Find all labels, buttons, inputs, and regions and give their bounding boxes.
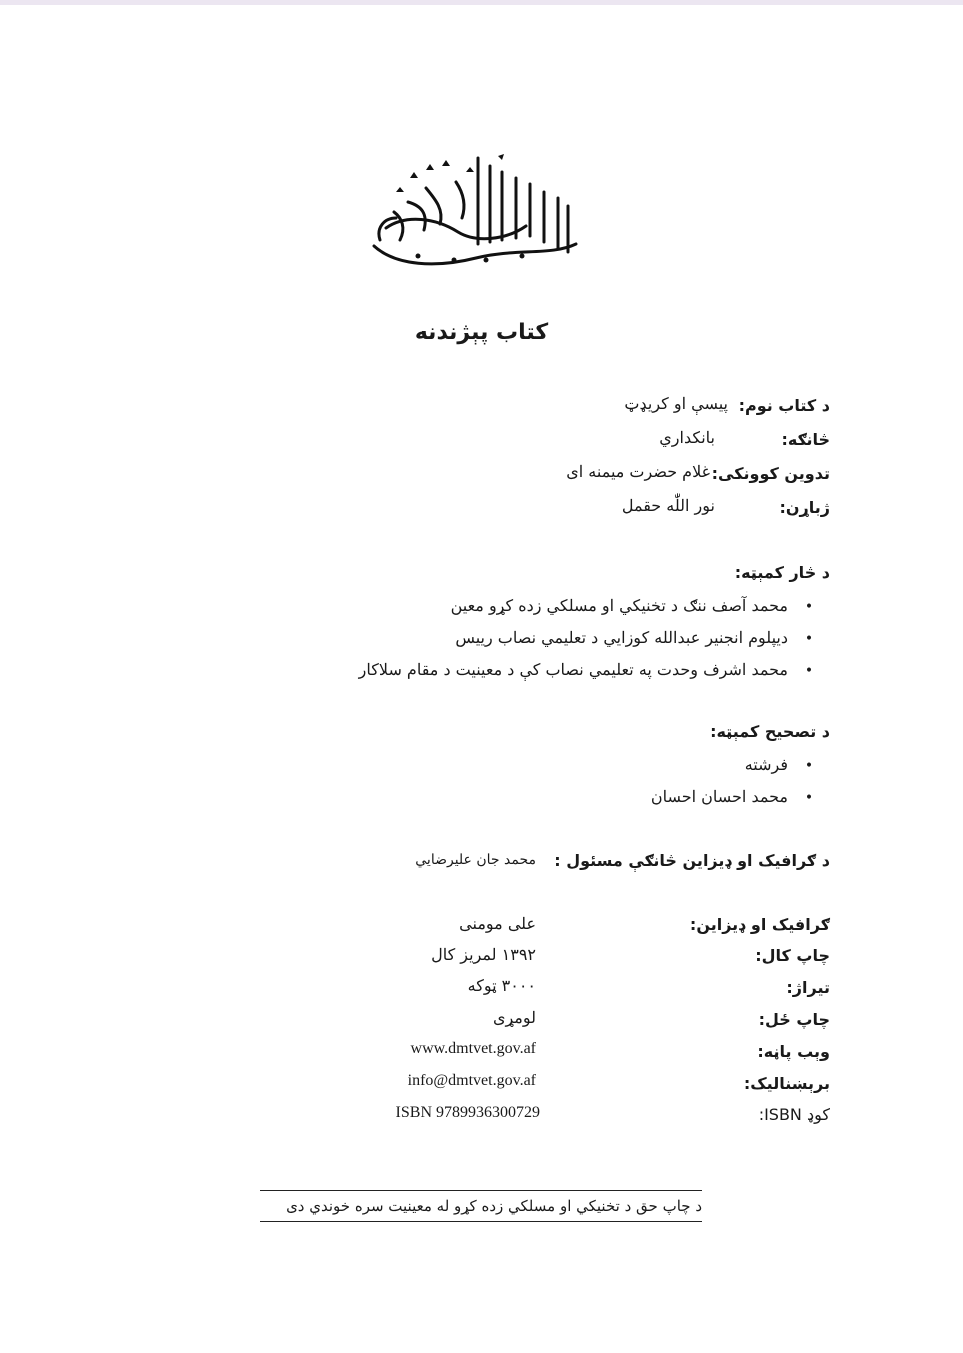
bullet-icon: • (804, 790, 814, 806)
email-value: info@dmtvet.gov.af (407, 1072, 536, 1089)
book-name-label: د کتاب نوم: (738, 396, 830, 415)
edition-label: چاپ ځل: (758, 1010, 830, 1029)
year-value: ۱۳۹۲ لمریز کال (431, 945, 536, 964)
correction-list (651, 749, 830, 813)
author-label: تدوین کوونکی: (711, 464, 830, 483)
bullet-icon: • (804, 758, 814, 774)
copyright-text: د چاپ حق د تخنیکي او مسلکي زده کړو له معینیت سره خوندي دی (286, 1197, 702, 1215)
list-item (359, 590, 830, 622)
design-head-label: د ګرافیک او ډیزاین څانګې مسئول : (554, 851, 830, 870)
branch-label: څانګه: (781, 430, 830, 449)
year-label: چاپ کال: (755, 946, 830, 965)
correction-member: محمد احسان احسان (650, 787, 788, 806)
supervision-member: دیپلوم انجنیر عبدالله کوزایي د تعلیمي نصاب رییس (455, 628, 788, 647)
design-head-value: محمد جان علیرضایي (415, 852, 536, 868)
page-title: کتاب پېژندنه (414, 320, 549, 345)
design-label: ګرافیک او ډیزاین: (689, 915, 830, 934)
list-item (651, 781, 830, 813)
correction-heading: د تصحیح کمېټه: (710, 722, 830, 741)
supervision-heading: د څار کمېټه: (734, 563, 830, 582)
branch-value: بانکداري (659, 428, 715, 447)
bullet-icon: • (804, 599, 814, 615)
email-label: برېښنالیک: (743, 1074, 830, 1093)
website-label: وېب پاڼه: (757, 1042, 830, 1061)
list-item (651, 749, 830, 781)
list-item (359, 622, 830, 654)
book-name-value: پیسې او کریډټ (624, 394, 728, 413)
copyright-notice (260, 1190, 702, 1222)
isbn-label: کوډ ISBN: (758, 1105, 830, 1124)
bullet-icon: • (804, 631, 814, 647)
author-value: غلام حضرت میمنه ای (566, 462, 710, 481)
website-value: www.dmtvet.gov.af (410, 1040, 536, 1057)
bullet-icon: • (804, 663, 814, 679)
copies-label: تیراژ: (786, 978, 830, 997)
edition-value: لومړی (492, 1008, 536, 1027)
basmala-calligraphy (366, 148, 582, 270)
translator-value: نور اللّٰه حقمل (621, 496, 715, 515)
supervision-member: محمد اشرف وحدت په تعلیمي نصاب کې د معینیت د مقام سلاکار (358, 660, 788, 679)
list-item (359, 654, 830, 686)
correction-member: فرشته (744, 755, 788, 774)
isbn-value: ISBN 9789936300729 (395, 1104, 540, 1121)
translator-label: ژباړن: (779, 498, 830, 517)
copies-value: ۳۰۰۰ ټوکه (467, 976, 536, 995)
design-value: علی مومنی (459, 914, 536, 933)
supervision-member: محمد آصف ننګ د تخنیکي او مسلکي زده کړو معین (450, 596, 788, 615)
supervision-list (359, 590, 830, 686)
